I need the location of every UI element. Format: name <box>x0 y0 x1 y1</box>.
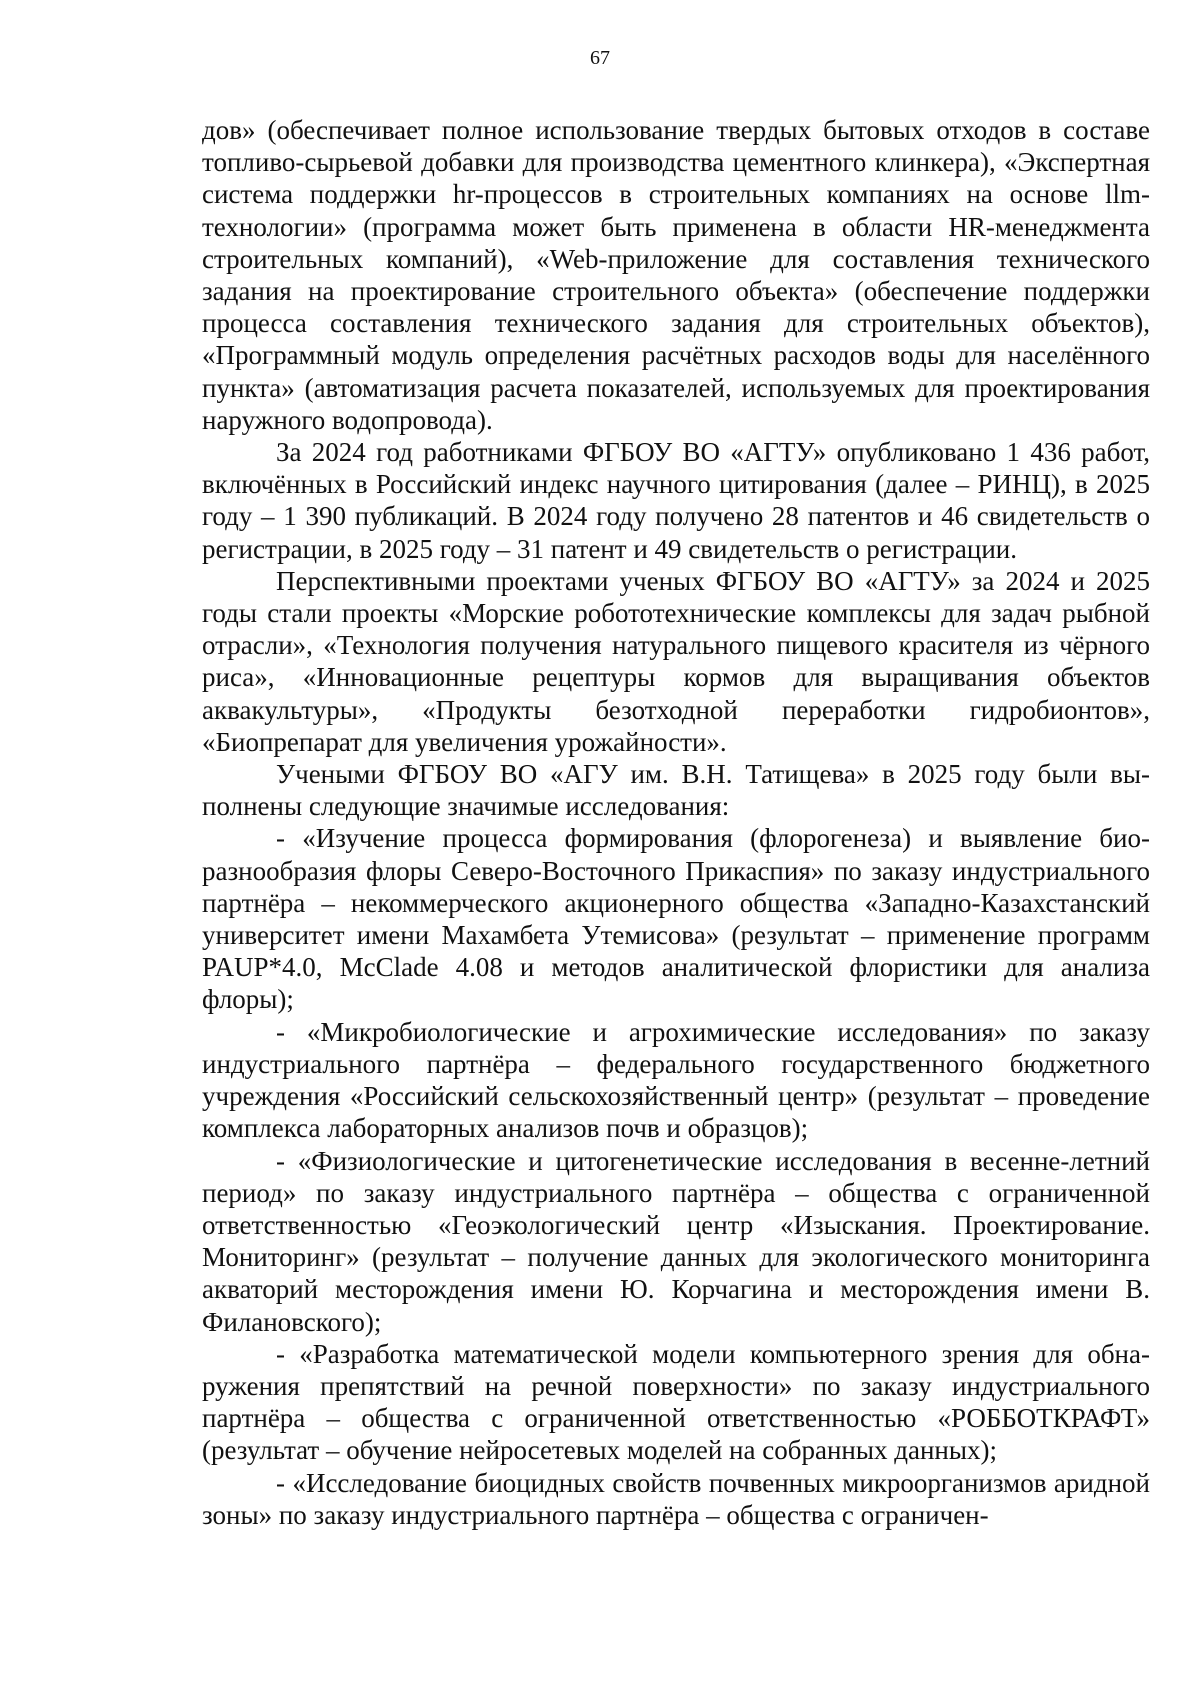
paragraph: За 2024 год работниками ФГБОУ ВО «АГТУ» опубликовано 1 436 работ, включённых в Российский индекс научного цитирования (далее – РИНЦ), в 2025 году – 1 390 публикаций. В 2024 году получено 28 патентов и 46 свидетельств о регистрации, в 2025 году – 31 патент и 49 свидетельств о регистрации. <box>202 437 1150 564</box>
paragraph: Учеными ФГБОУ ВО «АГУ им. В.Н. Татищева» в 2025 году были выполнены следующие значимые исследования: <box>202 759 1150 822</box>
page-number: 67 <box>590 47 610 69</box>
paragraph: Перспективными проектами ученых ФГБОУ ВО «АГТУ» за 2024 и 2025 годы стали проекты «Морские робототехнические комплексы для задач рыбной отрасли», «Технология получения натурального пищевого красителя из чёрного риса», «Инновационные рецептуры кормов для выращивания объектов аквакультуры», «Продукты безотходной переработки гидробионтов», «Биопрепарат для увеличения урожайности». <box>202 565 1150 757</box>
list-item: - «Изучение процесса формирования (флорогенеза) и выявление биоразнообразия флоры Северо-Восточного Прикаспия» по заказу индустриального партнёра – некоммерческого акционерного общества «Западно-Казахстанский университет имени Махамбета Утемисова» (результат – применение программ PAUP*4.0, McClade 4.08 и методов аналитической флористики для анализа флоры); <box>202 823 1150 1015</box>
list-item: - «Разработка математической модели компьютерного зрения для обнаружения препятствий на речной поверхности» по заказу индустриального партнёра – общества с ограниченной ответственностью «РОББОТКРАФТ» (результат – обучение нейросетевых моделей на собранных данных); <box>202 1338 1150 1466</box>
document-body <box>202 114 1150 1531</box>
paragraph: дов» (обеспечивает полное использование твердых бытовых отходов в составе топливо-сырьевой добавки для производства цементного клинкера), «Экспертная система поддержки hr-процессов в строительных компаниях на основе llm-технологии» (программа может быть применена в области HR-менеджмента строительных компаний), «Web-приложение для составления технического задания на проектирование строительного объекта» (обеспечение поддержки процесса составления технического задания для строительных объектов), «Программный модуль определения расчётных расходов воды для населённого пункта» (автоматизация расчета показателей, используемых для проектирования наружного водопровода). <box>202 115 1150 435</box>
list-item: - «Микробиологические и агрохимические исследования» по заказу индустриального партнёра – федерального государственного бюджетного учреждения «Российский сельскохозяйственный центр» (результат – проведение комплекса лабораторных анализов почв и образцов); <box>202 1016 1150 1144</box>
list-item: - «Исследование биоцидных свойств почвенных микроорганизмов аридной зоны» по заказу индустриального партнёра – общества с ограничен- <box>202 1467 1150 1530</box>
list-item: - «Физиологические и цитогенетические исследования в весенне-летний период» по заказу индустриального партнёра – общества с ограниченной ответственностью «Геоэкологический центр «Изыскания. Проектирование. Мониторинг» (результат – получение данных для экологического мониторинга акваторий месторождения имени Ю. Корчагина и месторождения имени В. Филановского); <box>202 1145 1150 1337</box>
